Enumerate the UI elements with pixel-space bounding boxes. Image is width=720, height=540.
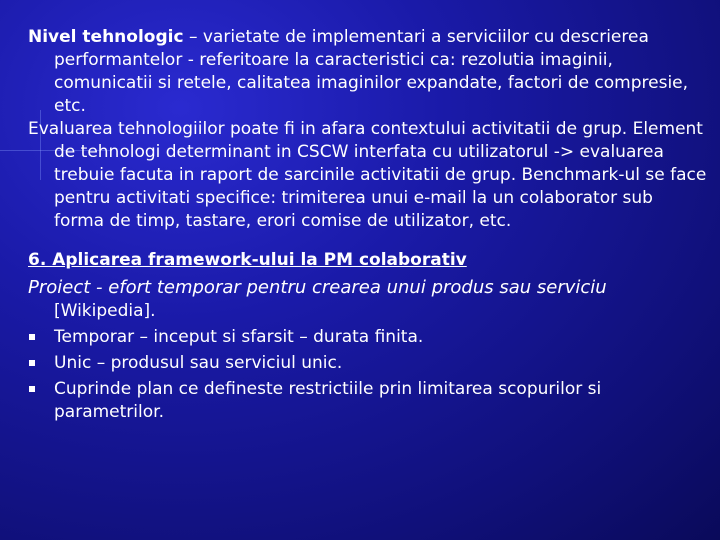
square-bullet-icon [29, 360, 35, 366]
project-definition-source: [Wikipedia]. [54, 301, 156, 321]
project-definition: Proiect - efort temporar pentru crearea unui produs sau serviciu [28, 277, 607, 298]
paragraph-technology-evaluation: Evaluarea tehnologiilor poate fi in afara contextului activitatii de grup. Element de tehnologi determinant in CSCW interfata cu utilizatorul -> evaluarea trebuie facuta in raport de sarcinile activitatii de grup. Benchmark-ul se face pentru activitati specifice: trimiterea unui e-mail la un colaborator sub forma de timp, tastare, erori comise de utilizator, etc. [28, 119, 707, 231]
paragraph-technology-level [28, 26, 708, 118]
section-heading: 6. Aplicarea framework-ului la PM colaborativ [28, 250, 467, 270]
square-bullet-icon [29, 386, 35, 392]
slide-content [28, 26, 708, 424]
list-item: Cuprinde plan ce defineste restrictiile prin limitarea scopurilor si parametrilor. [28, 378, 708, 424]
list-item: Temporar – inceput si sfarsit – durata finita. [28, 326, 708, 349]
list-item: Unic – produsul sau serviciul unic. [28, 352, 708, 375]
technology-level-description: – varietate de implementari a serviciilor cu descrierea performantelor - referitoare la caracteristici ca: rezolutia imaginii, comunicatii si retele, calitatea imaginilor expandate, factori de compresie, etc. [54, 27, 689, 116]
square-bullet-icon [29, 334, 35, 340]
project-properties-list [28, 326, 708, 424]
technology-level-term: Nivel tehnologic [28, 27, 184, 47]
